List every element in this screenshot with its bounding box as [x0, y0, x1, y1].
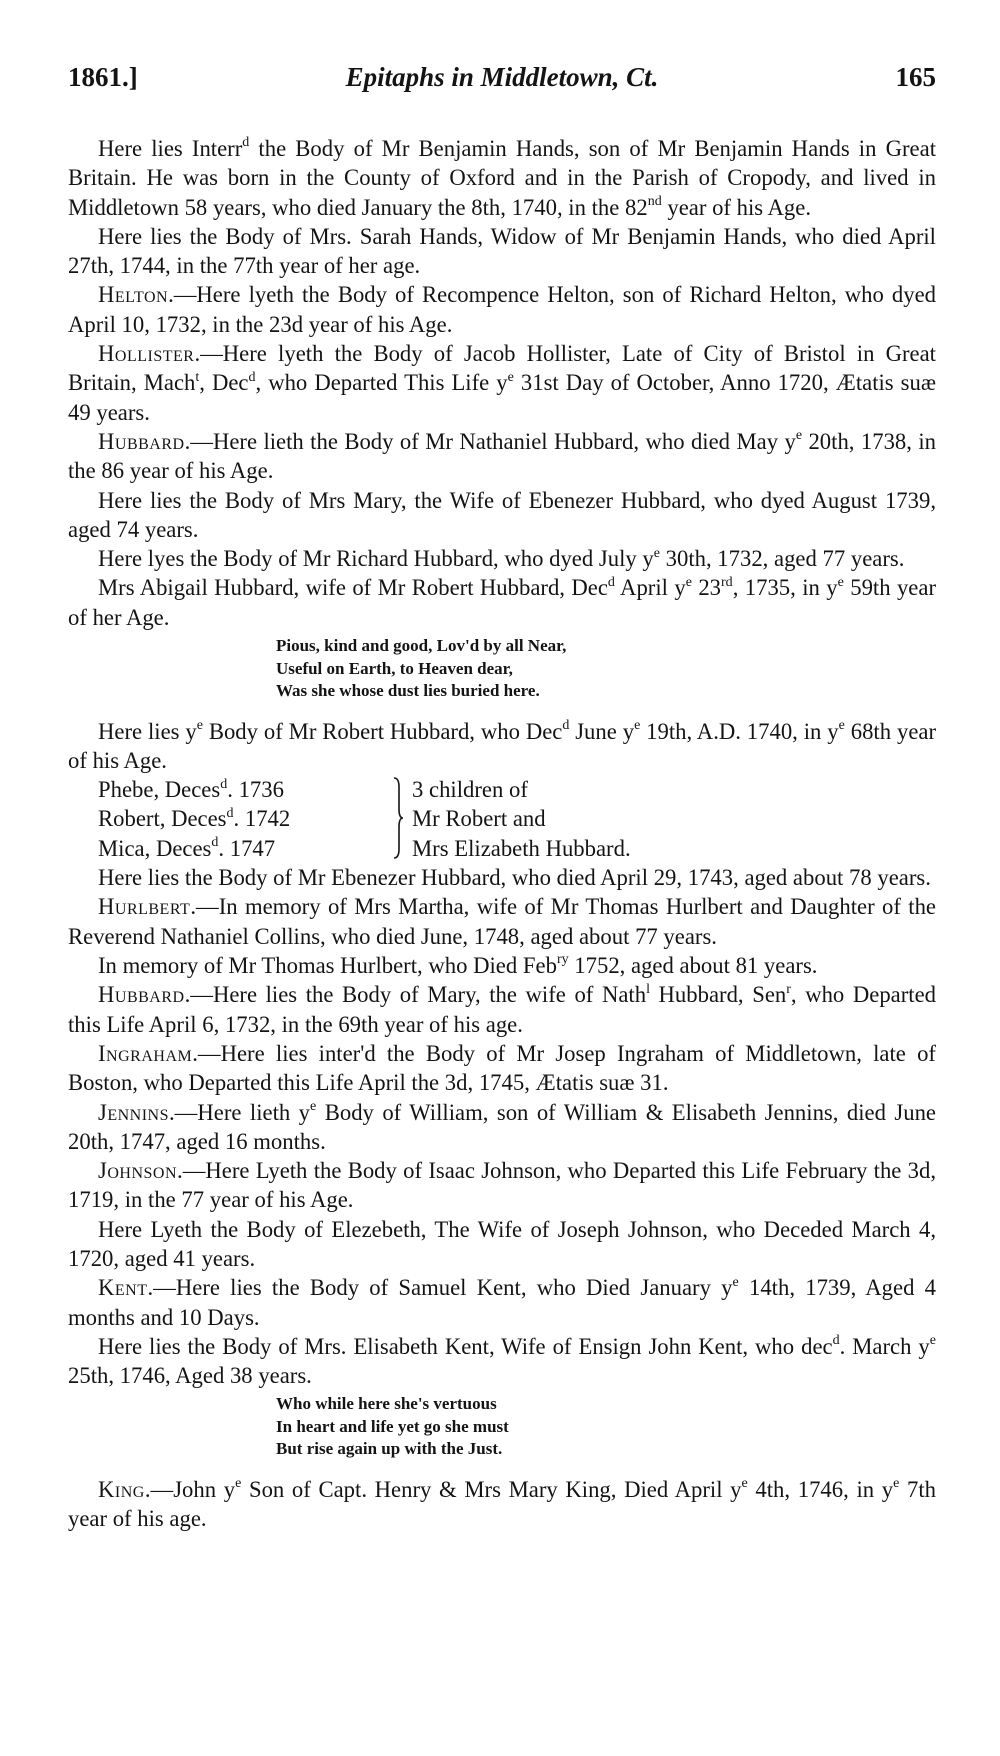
header-year: 1861.] [68, 62, 138, 92]
text-run: , Dec [199, 370, 249, 396]
superscript: ry [556, 952, 569, 968]
children-note [412, 775, 631, 863]
note-line: Mrs Elizabeth Hubbard. [412, 835, 631, 861]
verse-line: In heart and life yet go she must [276, 1416, 509, 1436]
text-run: Here lyes the Body of Mr Richard Hubbard, who dyed July y [98, 546, 654, 572]
text-run: .—Here lies inter'd the Body of Mr Josep Ingraham of Middletown, late of Boston, who Departed this Life April the 3d, 1745, Ætatis suæ 31. [68, 1040, 936, 1096]
epitaph-verse [276, 635, 936, 703]
surname-heading: Hubbard [98, 428, 185, 454]
superscript: d [607, 574, 615, 590]
text-run: Here lies the Body of Mrs Mary, the Wife of Ebenezer Hubbard, who dyed August 1739, aged 74 years. [68, 487, 936, 542]
epitaph-paragraph [68, 222, 936, 281]
superscript: e [196, 717, 203, 733]
surname-heading: Helton [98, 282, 169, 308]
children-names [98, 775, 398, 863]
note-line: Mr Robert and [412, 806, 546, 832]
text-run: 23 [691, 575, 722, 601]
superscript: e [507, 369, 514, 385]
text-run: 25th, 1746, Aged 38 years. [68, 1363, 312, 1389]
text-run: year of his Age. [661, 194, 812, 220]
text-run: 14th, 1739, Aged 4 months and 10 Days. [68, 1275, 936, 1330]
epitaph-paragraph [68, 1098, 936, 1157]
text-run: .—In memory of Mrs Martha, wife of Mr Thomas Hurlbert and Daughter of the Reverend Nathaniel Collins, who died June, 1748, aged about 77 years. [68, 894, 936, 949]
text-run: Body of William, son of William & Elisabeth Jennins, died June 20th, 1747, aged 16 months. [68, 1099, 936, 1154]
superscript: d [220, 776, 228, 792]
epitaph-paragraph [68, 892, 936, 951]
verse-line: But rise again up with the Just. [276, 1439, 503, 1459]
text-run: Mica, Deces [98, 835, 212, 861]
text-run: In memory of Mr Thomas Hurlbert, who Died Feb [98, 953, 557, 979]
superscript: d [832, 1333, 840, 1349]
text-run: Here lies the Body of Mr Ebenezer Hubbard, who died April 29, 1743, aged about 78 years. [98, 865, 931, 891]
text-run: .—Here lyeth the Body of Recompence Helton, son of Richard Helton, who dyed April 10, 1732, in the 23d year of his Age. [68, 282, 936, 337]
verse-line: Useful on Earth, to Heaven dear, [276, 658, 513, 678]
surname-heading: Jennins [98, 1099, 169, 1125]
epitaph-list [68, 134, 936, 1534]
text-run: . 1742 [233, 806, 291, 832]
superscript: l [646, 981, 650, 997]
epitaph-paragraph [68, 717, 936, 776]
verse-line: Was she whose dust lies buried here. [276, 681, 540, 701]
epitaph-paragraph [68, 573, 936, 632]
superscript: e [732, 1274, 739, 1290]
superscript: e [893, 1476, 900, 1492]
text-run: 7th year of his age. [68, 1476, 936, 1532]
superscript: e [634, 717, 641, 733]
superscript: e [929, 1333, 936, 1349]
superscript: d [562, 717, 570, 733]
text-run: Hubbard, Sen [649, 982, 787, 1008]
superscript: nd [647, 194, 662, 210]
superscript: e [741, 1476, 748, 1492]
surname-heading: Hubbard [98, 982, 185, 1008]
epitaph-paragraph [68, 1475, 936, 1534]
text-run: 30th, 1732, aged 77 years. [659, 546, 905, 572]
text-run: .—Here lieth y [169, 1099, 311, 1125]
text-run: , 1735, in y [732, 575, 838, 601]
surname-heading: Johnson [98, 1158, 178, 1184]
surname-heading: King [98, 1476, 145, 1502]
child-entry [98, 834, 398, 863]
running-header [68, 62, 936, 102]
surname-heading: Kent [98, 1275, 148, 1301]
text-run: Robert, Deces [98, 806, 227, 832]
epitaph-paragraph [68, 980, 936, 1039]
text-run: .—John y [144, 1476, 236, 1502]
text-run: .—Here lies the Body of Samuel Kent, who Died January y [147, 1275, 733, 1301]
text-run: Here Lyeth the Body of Elezebeth, The Wife of Joseph Johnson, who Deceded March 4, 1720, aged 41 years. [68, 1216, 936, 1271]
epitaph-paragraph [68, 280, 936, 339]
text-run: , who Departed This Life y [255, 370, 508, 396]
epitaph-paragraph [68, 486, 936, 545]
header-title: Epitaphs in Middletown, Ct. [345, 62, 659, 92]
note-line: 3 children of [412, 777, 528, 803]
text-run: Body of Mr Robert Hubbard, who Dec [202, 718, 563, 744]
text-run: 31st Day of October, Anno 1720, Ætatis suæ 49 years. [68, 370, 936, 425]
text-run: , who Departed this Life April 6, 1732, in the 69th year of his age. [68, 982, 937, 1037]
epitaph-paragraph [68, 339, 936, 427]
superscript: e [795, 428, 803, 444]
text-run: Here lies Interr [98, 136, 243, 161]
text-run: April y [614, 575, 686, 601]
superscript: e [685, 574, 692, 590]
superscript: d [211, 835, 219, 851]
text-run: 59th year of her Age. [68, 575, 937, 630]
surname-heading: Hurlbert [98, 894, 191, 920]
epitaph-paragraph [68, 951, 936, 980]
epitaph-paragraph [68, 1332, 936, 1391]
child-entry [98, 804, 398, 833]
text-run: 1752, aged about 81 years. [568, 953, 818, 979]
epitaph-paragraph [68, 134, 936, 222]
superscript: d [242, 135, 250, 151]
text-run: . 1747 [218, 835, 276, 861]
text-run: 68th year of his Age. [68, 718, 937, 773]
superscript: e [837, 574, 844, 590]
brace-icon [392, 777, 404, 859]
verse-line: Pious, kind and good, Lov'd by all Near, [276, 636, 567, 656]
text-run: 4th, 1746, in y [747, 1476, 894, 1502]
verse-line: Who while here she's vertuous [276, 1394, 497, 1414]
text-run: Phebe, Deces [98, 777, 221, 803]
epitaph-paragraph [68, 427, 936, 486]
epitaph-paragraph [68, 863, 936, 892]
epitaph-verse [276, 1393, 936, 1461]
text-run: .—Here lyeth the Body of Jacob Hollister, Late of City of Bristol in Great Britain, Mach [68, 341, 936, 396]
surname-heading: Hollister [98, 341, 195, 367]
text-run: .—Here Lyeth the Body of Isaac Johnson, who Departed this Life February the 3d, 1719, in the 77 year of his Age. [68, 1158, 936, 1213]
superscript: d [248, 369, 256, 385]
text-run: .—Here lieth the Body of Mr Nathaniel Hubbard, who died May y [184, 428, 796, 454]
superscript: r [786, 981, 791, 997]
children-record [68, 775, 936, 863]
epitaph-paragraph [68, 1215, 936, 1274]
superscript: d [226, 805, 234, 821]
surname-heading: Ingraham [98, 1040, 193, 1066]
text-run: .—Here lies the Body of Mary, the wife of Nath [184, 982, 647, 1008]
superscript: rd [721, 574, 733, 590]
text-run: June y [569, 718, 635, 744]
text-run: Son of Capt. Henry & Mrs Mary King, Died April y [241, 1476, 742, 1502]
page-number: 165 [895, 62, 936, 92]
child-entry [98, 775, 398, 804]
text-run: 20th, 1738, in the 86 year of his Age. [68, 428, 936, 484]
text-run: . 1736 [227, 777, 284, 803]
text-run: . March y [839, 1333, 930, 1359]
text-run: the Body of Mr Benjamin Hands, son of Mr Benjamin Hands in Great Britain. He was born in the County of Oxford and in the Parish of Cropody, and lived in Middletown 58 years, who died January the 8th, 1740, in the 82 [68, 136, 936, 220]
superscript: e [310, 1098, 317, 1114]
epitaph-paragraph [68, 544, 936, 573]
superscript: e [838, 717, 845, 733]
epitaph-paragraph [68, 1156, 936, 1215]
superscript: e [235, 1476, 242, 1492]
epitaph-paragraph [68, 1039, 936, 1098]
text-run: Here lies the Body of Mrs. Sarah Hands, Widow of Mr Benjamin Hands, who died April 27th, 1744, in the 77th year of her age. [68, 223, 936, 279]
text-run: 19th, A.D. 1740, in y [640, 718, 839, 744]
superscript: t [195, 369, 200, 385]
text-run: Mrs Abigail Hubbard, wife of Mr Robert Hubbard, Dec [98, 575, 608, 601]
superscript: e [653, 545, 660, 561]
text-run: Here lies the Body of Mrs. Elisabeth Kent, Wife of Ensign John Kent, who dec [98, 1333, 833, 1359]
epitaph-paragraph [68, 1273, 936, 1332]
text-run: Here lies y [98, 718, 197, 744]
